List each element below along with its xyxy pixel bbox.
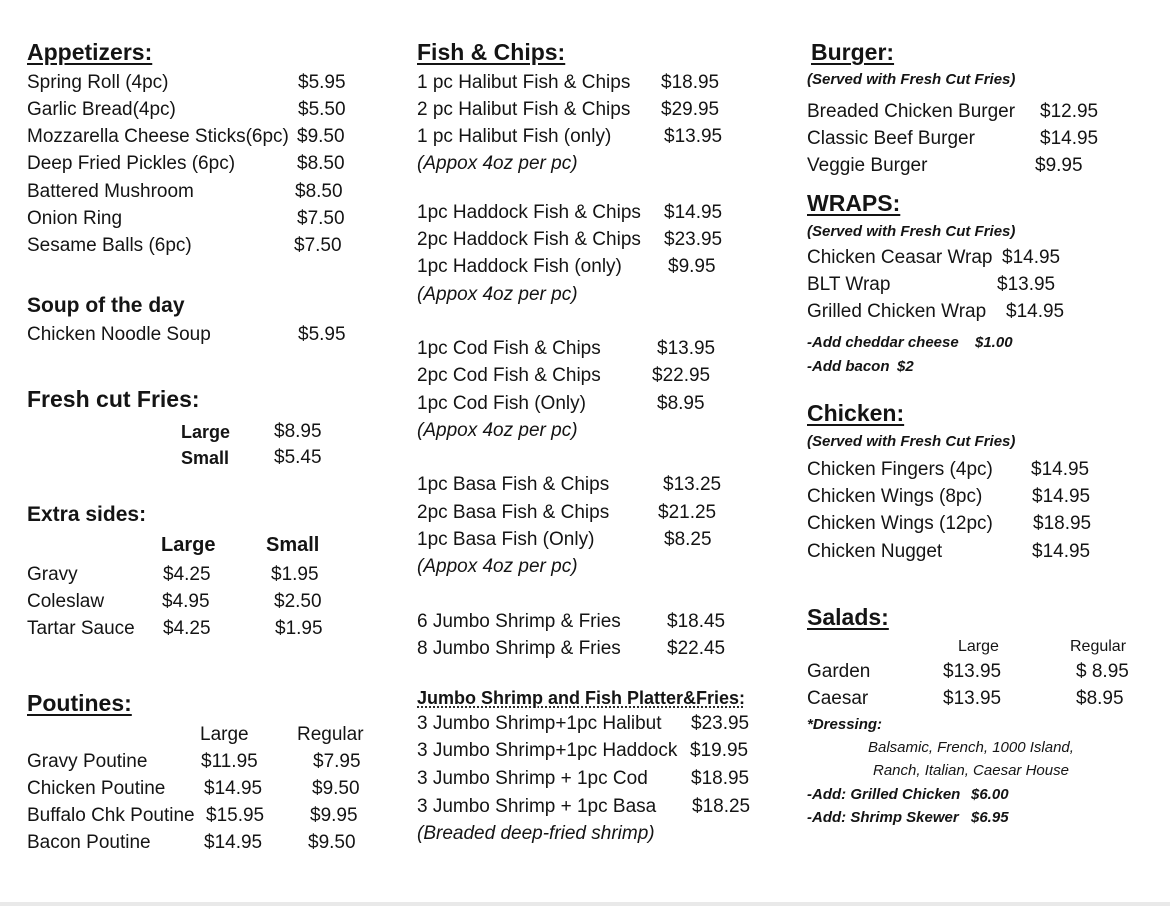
portion-note: (Appox 4oz per pc) — [417, 284, 578, 305]
menu-item-price: $14.95 — [664, 202, 723, 223]
menu-item-name: Veggie Burger — [807, 155, 928, 176]
menu-item-price: $9.95 — [668, 256, 716, 277]
column-header-regular: Regular — [1070, 638, 1127, 655]
portion-note: (Appox 4oz per pc) — [417, 420, 578, 441]
menu-item-price: $18.45 — [667, 611, 726, 632]
menu-item-name: Grilled Chicken Wrap — [807, 301, 987, 322]
menu-item-price: $14.95 — [204, 778, 263, 799]
addon-name: -Add cheddar cheese — [807, 334, 959, 351]
menu-item-name: 1pc Cod Fish & Chips — [417, 338, 601, 359]
menu-item-name: Breaded Chicken Burger — [807, 101, 1016, 122]
menu-item-name: BLT Wrap — [807, 274, 891, 295]
menu-item-name: Chicken Nugget — [807, 541, 943, 562]
menu-item-price: $5.95 — [298, 72, 346, 93]
menu-item-name: Spring Roll (4pc) — [27, 72, 169, 93]
menu-item-price: $21.25 — [658, 502, 717, 523]
column-header-large: Large — [958, 638, 999, 655]
addon-name: -Add bacon — [807, 358, 890, 375]
addon-price: $6.00 — [971, 786, 1009, 803]
menu-item-price: $13.95 — [664, 126, 723, 147]
fries-size-label: Large — [181, 422, 231, 442]
fries-size-label: Small — [181, 448, 230, 468]
column-header-small: Small — [266, 534, 320, 556]
menu-item-name: Gravy Poutine — [27, 751, 148, 772]
menu-item-price: $8.95 — [1076, 688, 1124, 709]
served-with-note: (Served with Fresh Cut Fries) — [807, 433, 1016, 450]
menu-item-name: 3 Jumbo Shrimp+1pc Haddock — [417, 740, 678, 761]
fish-chips-title: Fish & Chips: — [417, 39, 566, 65]
menu-item-name: Classic Beef Burger — [807, 128, 975, 149]
menu-item-name: Garden — [807, 661, 871, 682]
menu-item-name: Tartar Sauce — [27, 618, 135, 639]
menu-item-name: Chicken Wings (8pc) — [807, 486, 983, 507]
extra-sides-title: Extra sides: — [27, 503, 147, 526]
menu-item-name: Mozzarella Cheese Sticks(6pc) — [27, 126, 289, 147]
platter-note: (Breaded deep-fried shrimp) — [417, 823, 655, 844]
menu-item-price: $22.45 — [667, 638, 726, 659]
menu-item-price: $23.95 — [664, 229, 723, 250]
menu-item-price: $8.50 — [295, 181, 343, 202]
menu-item-price: $7.95 — [313, 751, 361, 772]
wraps-title: WRAPS: — [807, 190, 901, 216]
menu-item-price: $8.50 — [297, 153, 345, 174]
menu-item-price: $2.50 — [274, 591, 322, 612]
addon-price: $2 — [897, 358, 914, 375]
menu-item-price: $13.25 — [663, 474, 722, 495]
menu-item-price: $18.25 — [692, 796, 751, 817]
menu-item-name: 2pc Cod Fish & Chips — [417, 365, 601, 386]
menu-item-price: $9.95 — [310, 805, 358, 826]
menu-item-name: Bacon Poutine — [27, 832, 151, 853]
menu-item-price: $14.95 — [1032, 486, 1091, 507]
menu-item-name: 1pc Basa Fish & Chips — [417, 474, 610, 495]
menu-item-name: Chicken Fingers (4pc) — [807, 459, 993, 480]
menu-item-price: $7.50 — [297, 208, 345, 229]
menu-item-price: $4.95 — [162, 591, 210, 612]
menu-item-price: $14.95 — [1031, 459, 1090, 480]
menu-item-price: $9.50 — [297, 126, 345, 147]
burger-title: Burger: — [811, 39, 895, 65]
menu-item-price: $8.25 — [664, 529, 712, 550]
menu-item-price: $14.95 — [1040, 128, 1099, 149]
menu-item-price: $8.95 — [657, 393, 705, 414]
poutines-title: Poutines: — [27, 690, 132, 716]
menu-item-name: 3 Jumbo Shrimp + 1pc Cod — [417, 768, 648, 789]
menu-item-name: 1pc Cod Fish (Only) — [417, 393, 586, 414]
menu-item-name: 1pc Haddock Fish (only) — [417, 256, 622, 277]
addon-name: -Add: Shrimp Skewer — [807, 809, 959, 826]
menu-item-price: $1.95 — [271, 564, 319, 585]
menu-item-price: $4.25 — [163, 564, 211, 585]
menu-item-price: $18.95 — [691, 768, 750, 789]
menu-item-price: $8.95 — [274, 421, 322, 442]
column-header-large: Large — [200, 724, 249, 745]
served-with-note: (Served with Fresh Cut Fries) — [807, 71, 1016, 88]
menu-item-price: $13.95 — [657, 338, 716, 359]
menu-item-name: 6 Jumbo Shrimp & Fries — [417, 611, 621, 632]
menu-item-name: Onion Ring — [27, 208, 123, 229]
menu-item-name: Garlic Bread(4pc) — [27, 99, 176, 120]
menu-item-price: $15.95 — [206, 805, 265, 826]
menu-item-name: 2 pc Halibut Fish & Chips — [417, 99, 631, 120]
menu-item-name: Gravy — [27, 564, 78, 585]
menu-item-name: 1 pc Halibut Fish & Chips — [417, 72, 631, 93]
menu-item-price: $5.95 — [298, 324, 346, 345]
menu-item-price: $22.95 — [652, 365, 711, 386]
menu-item-price: $5.50 — [298, 99, 346, 120]
menu-item-price: $9.50 — [308, 832, 356, 853]
menu-item-price: $13.95 — [943, 688, 1002, 709]
addon-price: $1.00 — [975, 334, 1013, 351]
salads-title: Salads: — [807, 604, 889, 630]
page-edge — [0, 902, 1170, 906]
menu-item-name: Sesame Balls (6pc) — [27, 235, 192, 256]
menu-item-name: Buffalo Chk Poutine — [27, 805, 195, 826]
menu-item-name: 3 Jumbo Shrimp+1pc Halibut — [417, 713, 662, 734]
menu-item-price: $9.95 — [1035, 155, 1083, 176]
menu-item-name: Coleslaw — [27, 591, 105, 612]
fries-title: Fresh cut Fries: — [27, 386, 200, 412]
menu-item-price: $12.95 — [1040, 101, 1099, 122]
column-header-regular: Regular — [297, 724, 364, 745]
appetizers-title: Appetizers: — [27, 39, 153, 65]
portion-note: (Appox 4oz per pc) — [417, 556, 578, 577]
dressing-options: Balsamic, French, 1000 Island, — [868, 739, 1074, 756]
menu-item-name: Deep Fried Pickles (6pc) — [27, 153, 236, 174]
menu-item-price: $5.45 — [274, 447, 322, 468]
menu-item-name: 1pc Basa Fish (Only) — [417, 529, 595, 550]
addon-price: $6.95 — [971, 809, 1009, 826]
menu-item-price: $11.95 — [201, 751, 258, 772]
menu-item-name: Battered Mushroom — [27, 181, 194, 202]
dressing-options: Ranch, Italian, Caesar House — [873, 762, 1069, 779]
menu-item-price: $14.95 — [1002, 247, 1061, 268]
portion-note: (Appox 4oz per pc) — [417, 153, 578, 174]
dressing-label: *Dressing: — [807, 716, 883, 733]
menu-item-name: 1 pc Halibut Fish (only) — [417, 126, 612, 147]
addon-name: -Add: Grilled Chicken — [807, 786, 961, 803]
menu-item-price: $14.95 — [1006, 301, 1065, 322]
chicken-title: Chicken: — [807, 400, 905, 426]
menu-item-name: 1pc Haddock Fish & Chips — [417, 202, 641, 223]
menu-item-price: $ 8.95 — [1076, 661, 1129, 682]
menu-item-name: 2pc Haddock Fish & Chips — [417, 229, 641, 250]
menu-item-price: $7.50 — [294, 235, 342, 256]
menu-item-price: $29.95 — [661, 99, 720, 120]
menu-item-name: Chicken Noodle Soup — [27, 324, 211, 345]
menu-item-price: $18.95 — [661, 72, 720, 93]
menu-item-price: $23.95 — [691, 713, 750, 734]
menu-item-price: $18.95 — [1033, 513, 1092, 534]
menu-item-name: Caesar — [807, 688, 869, 709]
menu-item-name: 2pc Basa Fish & Chips — [417, 502, 610, 523]
menu-item-price: $1.95 — [275, 618, 323, 639]
menu-item-name: 8 Jumbo Shrimp & Fries — [417, 638, 621, 659]
menu-item-price: $19.95 — [690, 740, 749, 761]
menu-item-price: $13.95 — [997, 274, 1056, 295]
menu-item-price: $9.50 — [312, 778, 360, 799]
menu-item-price: $4.25 — [163, 618, 211, 639]
served-with-note: (Served with Fresh Cut Fries) — [807, 223, 1016, 240]
column-header-large: Large — [161, 534, 216, 556]
soup-title: Soup of the day — [27, 294, 185, 317]
menu-item-price: $14.95 — [204, 832, 263, 853]
platter-title: Jumbo Shrimp and Fish Platter&Fries: — [417, 688, 746, 708]
menu-item-name: Chicken Ceasar Wrap — [807, 247, 993, 268]
menu-item-name: 3 Jumbo Shrimp + 1pc Basa — [417, 796, 657, 817]
menu-item-price: $14.95 — [1032, 541, 1091, 562]
menu-item-name: Chicken Wings (12pc) — [807, 513, 993, 534]
menu-item-name: Chicken Poutine — [27, 778, 166, 799]
menu-item-price: $13.95 — [943, 661, 1002, 682]
